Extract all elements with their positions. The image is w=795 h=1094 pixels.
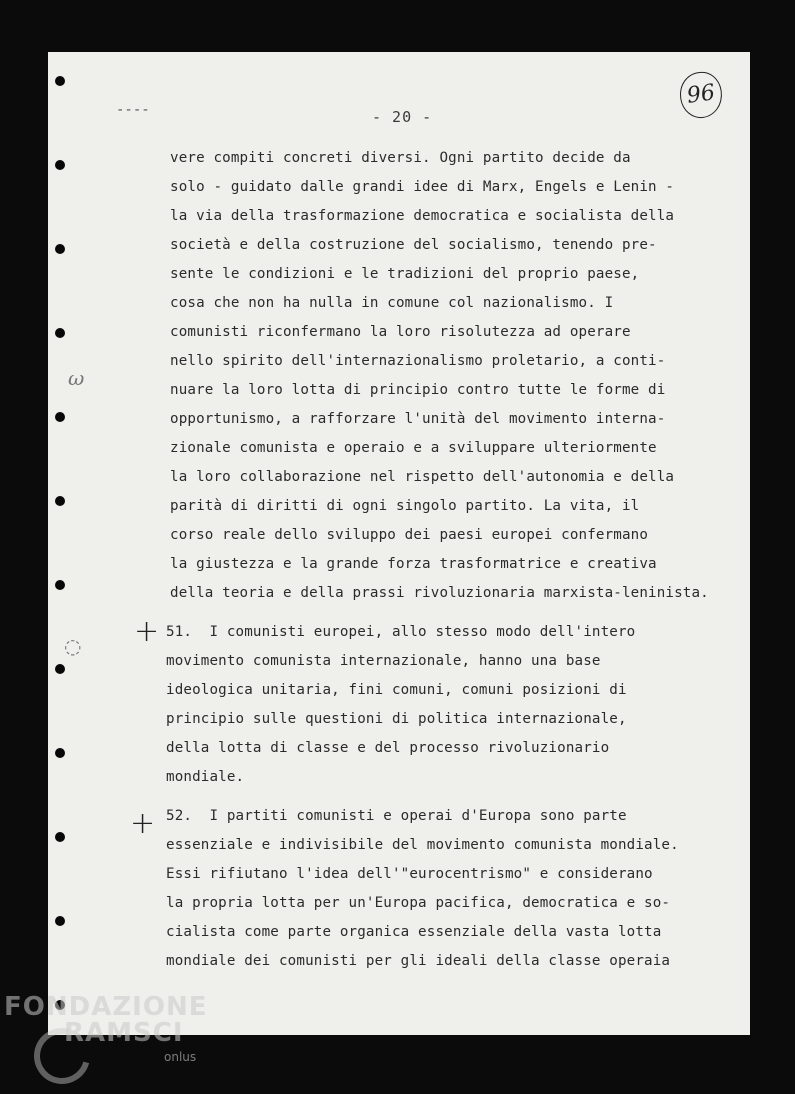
binder-hole (55, 916, 65, 926)
text-line: sente le condizioni e le tradizioni del proprio paese, (170, 266, 640, 282)
binder-hole (55, 496, 65, 506)
watermark-onlus: onlus (164, 1050, 197, 1064)
text-line: la propria lotta per un'Europa pacifica, democratica e so- (166, 895, 671, 911)
watermark-foundation: FONDAZIONE (4, 992, 208, 1022)
binder-hole (55, 412, 65, 422)
text-line: mondiale. (166, 769, 245, 785)
binder-hole (55, 664, 65, 674)
text-line: corso reale dello sviluppo dei paesi europei confermano (170, 527, 649, 543)
binder-hole (55, 580, 65, 590)
text-line: parità di diritti di ogni singolo partito. La vita, il (170, 498, 640, 514)
text-line: ideologica unitaria, fini comuni, comuni posizioni di (166, 682, 627, 698)
binder-hole (55, 244, 65, 254)
handwritten-folio-number: 96 (677, 69, 725, 120)
text-line: principio sulle questioni di politica internazionale, (166, 711, 627, 727)
text-line: 51. I comunisti europei, allo stesso modo dell'intero (166, 624, 636, 640)
text-line: la loro collaborazione nel rispetto dell'autonomia e della (170, 469, 675, 485)
text-line: vere compiti concreti diversi. Ogni partito decide da (170, 150, 631, 166)
text-line: 52. I partiti comunisti e operai d'Europa sono parte (166, 808, 627, 824)
text-line: essenziale e indivisibile del movimento comunista mondiale. (166, 837, 679, 853)
text-line: cosa che non ha nulla in comune col nazionalismo. I (170, 295, 614, 311)
page-number: - 20 - (372, 108, 433, 126)
pencil-scribble-icon: ◌ (64, 634, 82, 658)
binder-hole (55, 76, 65, 86)
text-line: comunisti riconfermano la loro risolutezza ad operare (170, 324, 631, 340)
watermark-name: RAMSCI (64, 1018, 184, 1048)
text-line: solo - guidato dalle grandi idee di Marx, Engels e Lenin - (170, 179, 675, 195)
binder-hole (55, 748, 65, 758)
text-line: cialista come parte organica essenziale della vasta lotta (166, 924, 662, 940)
text-line: la giustezza e la grande forza trasformatrice e creativa (170, 556, 657, 572)
text-line: mondiale dei comunisti per gli ideali della classe operaia (166, 953, 671, 969)
text-line: movimento comunista internazionale, hanno una base (166, 653, 601, 669)
text-line: zionale comunista e operaio e a sviluppare ulteriormente (170, 440, 657, 456)
text-line: società e della costruzione del socialismo, tenendo pre- (170, 237, 657, 253)
pencil-scribble-icon: ω (68, 366, 85, 390)
text-line: nello spirito dell'internazionalismo proletario, a conti- (170, 353, 666, 369)
text-line: Essi rifiutano l'idea dell'"eurocentrismo" e considerano (166, 866, 653, 882)
text-line: nuare la loro lotta di principio contro tutte le forme di (170, 382, 666, 398)
header-dash-mark: ---- (116, 102, 150, 118)
margin-cross-icon: + (134, 614, 160, 649)
text-line: della lotta di classe e del processo rivoluzionario (166, 740, 610, 756)
text-line: la via della trasformazione democratica e socialista della (170, 208, 675, 224)
text-line: della teoria e della prassi rivoluzionaria marxista-leninista. (170, 585, 709, 601)
document-page (48, 52, 750, 1035)
margin-cross-icon: + (130, 806, 156, 841)
binder-hole (55, 832, 65, 842)
binder-hole (55, 328, 65, 338)
binder-hole (55, 160, 65, 170)
text-line: opportunismo, a rafforzare l'unità del movimento interna- (170, 411, 666, 427)
